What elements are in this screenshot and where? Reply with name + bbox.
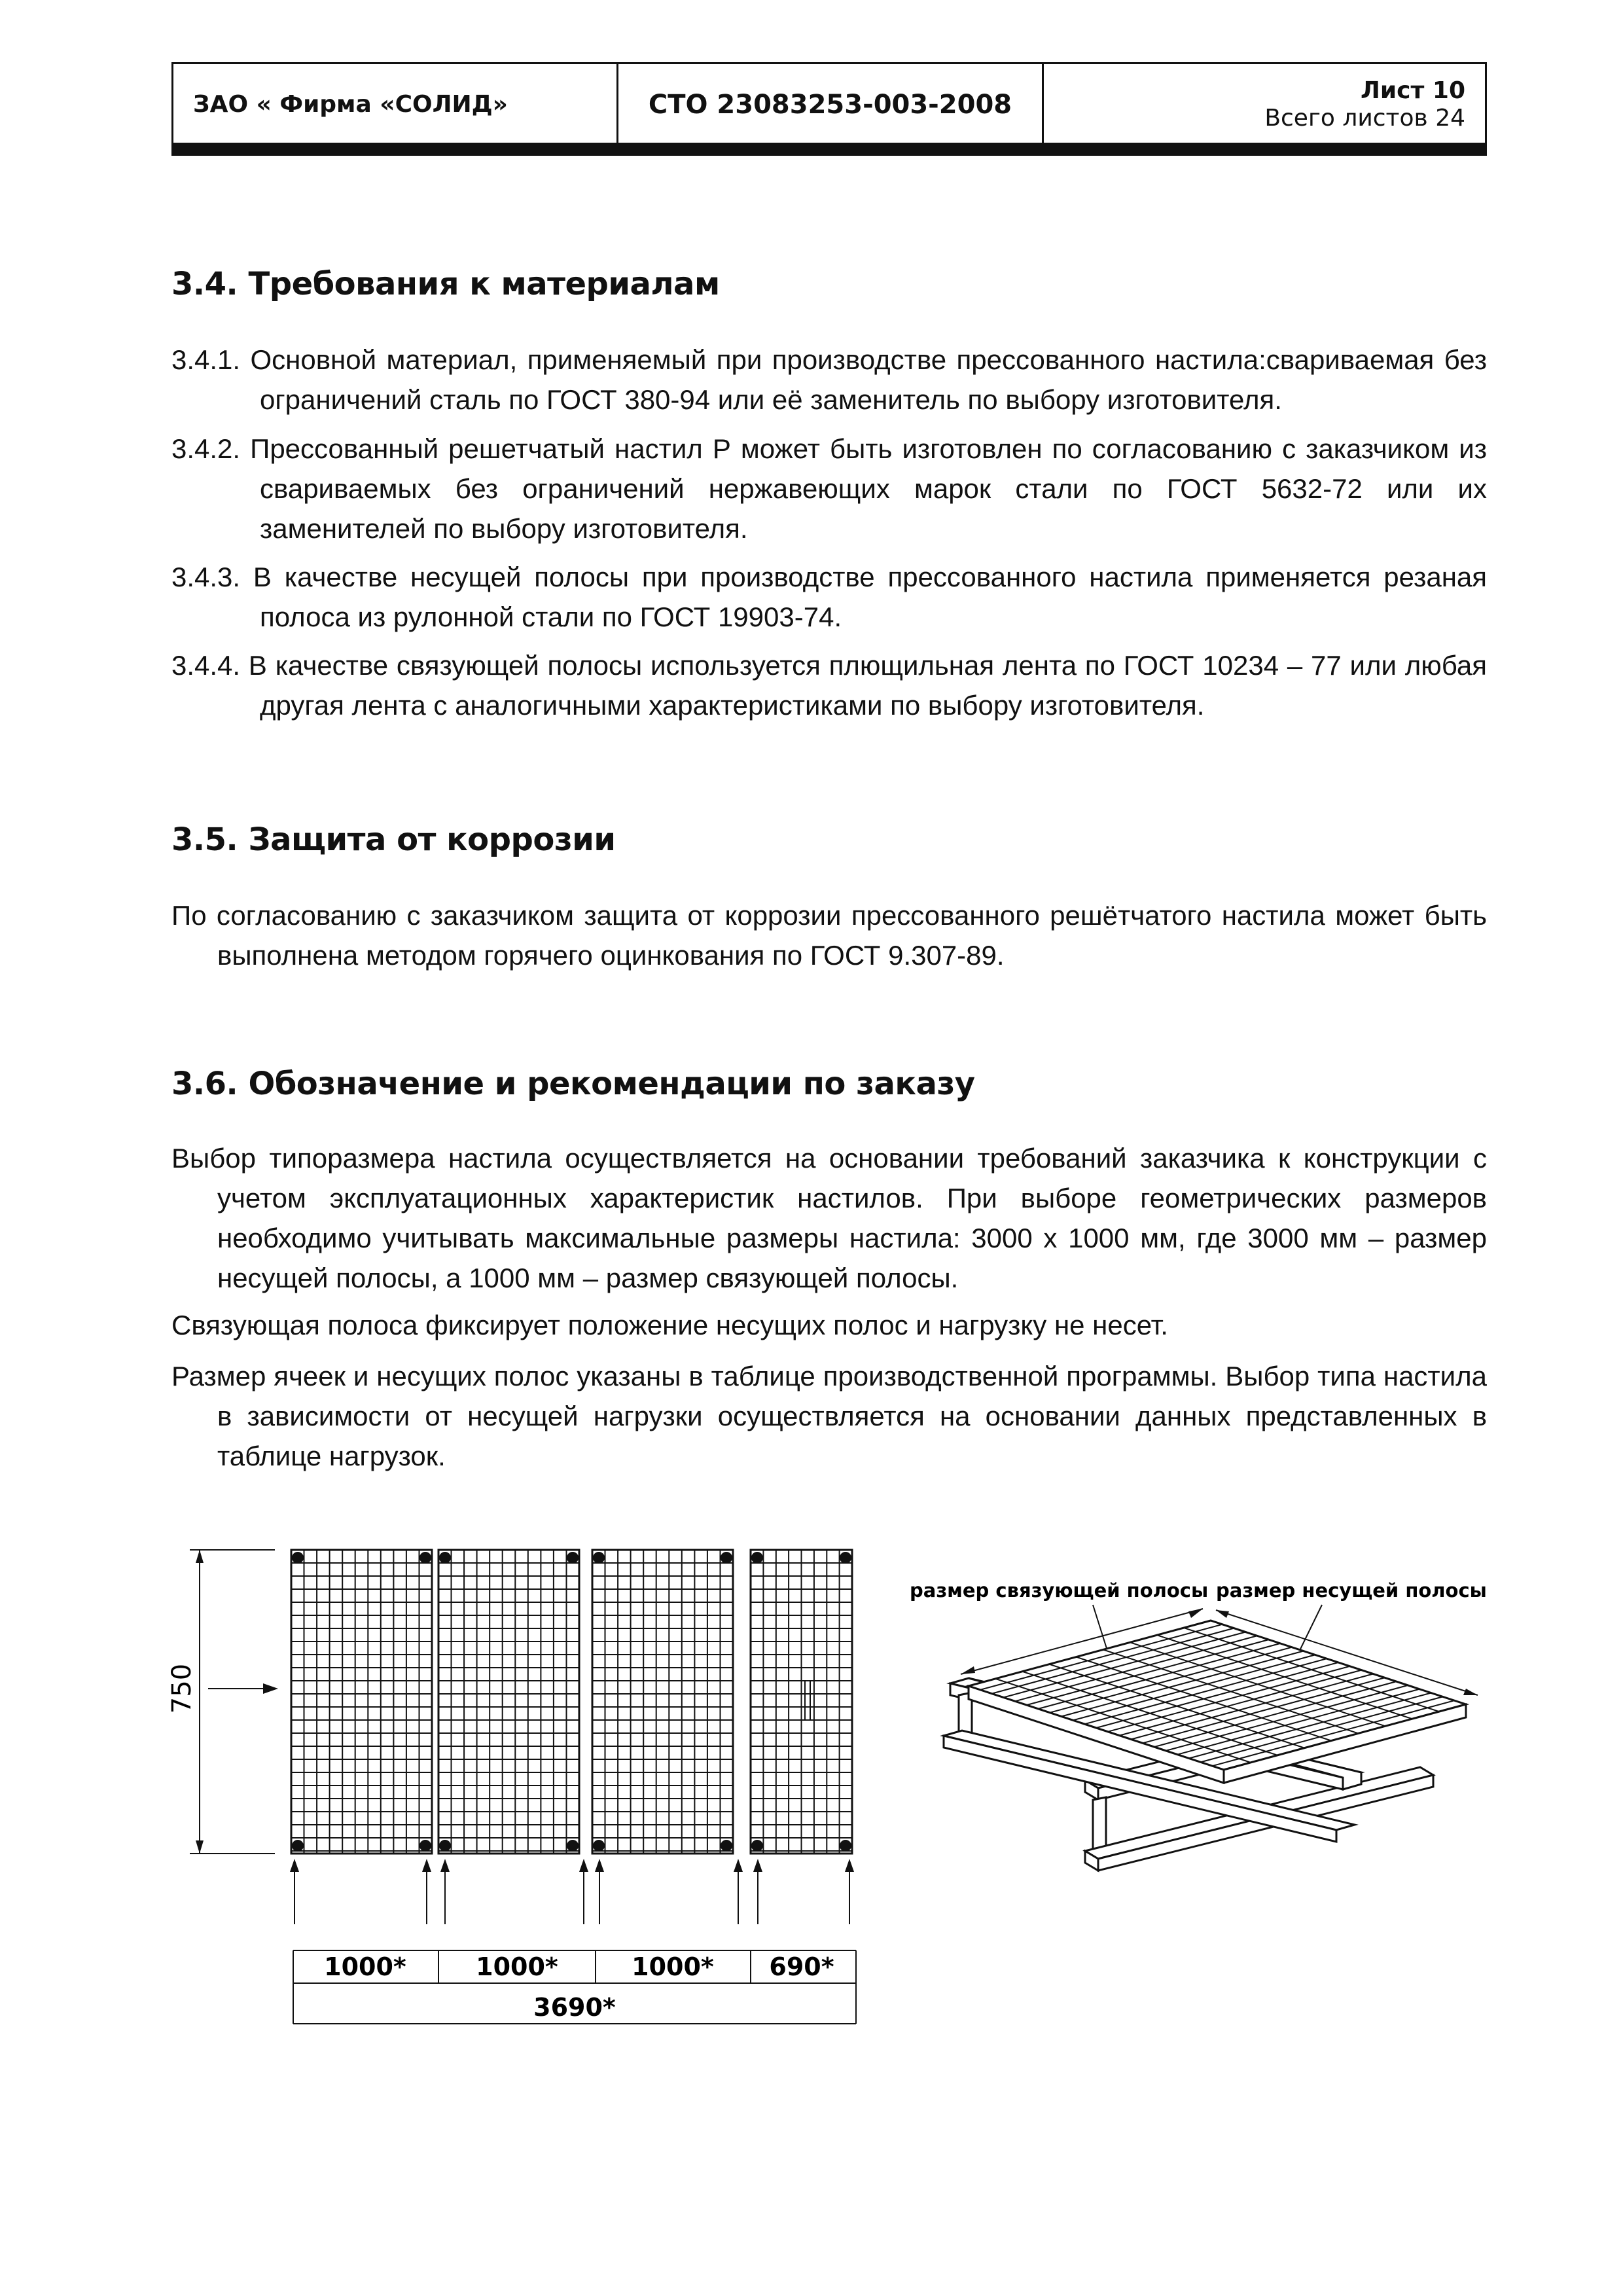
- arrow-up-icon: [579, 1859, 588, 1872]
- fastener-dot: [567, 1552, 579, 1564]
- paragraph-3-5: По согласованию с заказчиком защита от коррозии прессованного решётчатого настила может быть выполнена методом горячего оцинкования по ГОСТ 9.307-89.: [171, 900, 1487, 971]
- paragraph-3-4-4: 3.4.4. В качестве связующей полосы используется плющильная лента по ГОСТ 10234 – 77 или любая другая лента с аналогичными характеристиками по выбору изготовителя.: [171, 650, 1487, 721]
- arrow-right-icon: [263, 1683, 278, 1694]
- height-dimension-label: 750: [167, 1663, 197, 1714]
- fastener-dot: [593, 1552, 605, 1564]
- fastener-dot: [840, 1552, 851, 1564]
- fastener-dot: [751, 1552, 763, 1564]
- header-bottom-rule: [171, 143, 1487, 156]
- paragraph-3-6-2: Связующая полоса фиксирует положение несущих полос и нагрузку не несет.: [171, 1310, 1168, 1340]
- fastener-dot: [567, 1840, 579, 1852]
- section-3-5-title: 3.5. Защита от коррозии: [171, 821, 616, 858]
- grating-panel-1: [291, 1550, 432, 1854]
- panel-layout-drawing: [157, 1532, 890, 2055]
- fastener-dot: [840, 1840, 851, 1852]
- fastener-dot: [439, 1552, 451, 1564]
- sheet-number: Лист 10: [1361, 77, 1465, 105]
- paragraph-3-6-3: Размер ячеек и несущих полос указаны в таблице производственной программы. Выбор типа настила в зависимости от несущей нагрузки осуществляется на основании данных представленных в таблице нагрузок.: [171, 1361, 1487, 1471]
- grating-panel-2: [438, 1550, 579, 1854]
- fastener-dot: [292, 1840, 304, 1852]
- connecting-strip-size-label: размер связующей полосы: [910, 1579, 1209, 1602]
- arrow-up-icon: [845, 1859, 854, 1872]
- arrow-up-icon: [753, 1859, 762, 1872]
- grating-isometric-drawing: [910, 1564, 1499, 1931]
- document-code: СТО 23083253-003-2008: [618, 64, 1044, 145]
- arrow-up-icon: [290, 1859, 299, 1872]
- width-label-1: 1000*: [324, 1952, 406, 1981]
- arrow-up-icon: [422, 1859, 431, 1872]
- paragraph-3-4-3: 3.4.3. В качестве несущей полосы при производстве прессованного настила применяется резаная полоса из рулонной стали по ГОСТ 19903-74.: [171, 562, 1487, 632]
- fastener-dot: [721, 1552, 732, 1564]
- sheet-info: [1044, 64, 1485, 145]
- fastener-dot: [593, 1840, 605, 1852]
- section-3-4-title: 3.4. Требования к материалам: [171, 266, 720, 302]
- width-label-4: 690*: [769, 1952, 834, 1981]
- total-sheets: Всего листов 24: [1264, 104, 1465, 132]
- section-3-6-title: 3.6. Обозначение и рекомендации по заказу: [171, 1066, 975, 1102]
- fastener-dot: [419, 1840, 431, 1852]
- arrow-up-icon: [595, 1859, 604, 1872]
- grating-panel-3: [592, 1550, 733, 1854]
- total-width-label: 3690*: [533, 1993, 616, 2022]
- width-label-3: 1000*: [632, 1952, 714, 1981]
- grating-panels: [291, 1550, 852, 1854]
- document-header: [171, 62, 1487, 145]
- arrow-up-icon: [440, 1859, 450, 1872]
- bearing-strip-size-label: размер несущей полосы: [1216, 1579, 1487, 1602]
- support-arrows: [290, 1859, 854, 1924]
- paragraph-3-4-1: 3.4.1. Основной материал, применяемый при производстве прессованного настила:свариваемая без ограничений сталь по ГОСТ 380-94 или её заменитель по выбору изготовителя.: [171, 344, 1487, 415]
- grating-panel-4: [751, 1550, 852, 1854]
- fastener-dot: [751, 1840, 763, 1852]
- paragraph-3-6-1: Выбор типоразмера настила осуществляется на основании требований заказчика к конструкции с учетом эксплуатационных характеристик настилов. При выборе геометрических размеров необходимо учитывать максимальные размеры настила: 3000 х 1000 мм, где 3000 мм – размер несущей полосы, а 1000 мм – размер связующей полосы.: [171, 1143, 1487, 1293]
- paragraph-3-4-2: 3.4.2. Прессованный решетчатый настил Р может быть изготовлен по согласованию с заказчиком из свариваемых без ограничений нержавеющих марок стали по ГОСТ 5632-72 или их заменителей по выбору изготовителя.: [171, 433, 1487, 544]
- fastener-dot: [721, 1840, 732, 1852]
- arrow-up-icon: [734, 1859, 743, 1872]
- width-label-2: 1000*: [476, 1952, 558, 1981]
- fastener-dot: [419, 1552, 431, 1564]
- fastener-dot: [439, 1840, 451, 1852]
- fastener-dot: [292, 1552, 304, 1564]
- company-name: ЗАО « Фирма «СОЛИД»: [173, 64, 618, 145]
